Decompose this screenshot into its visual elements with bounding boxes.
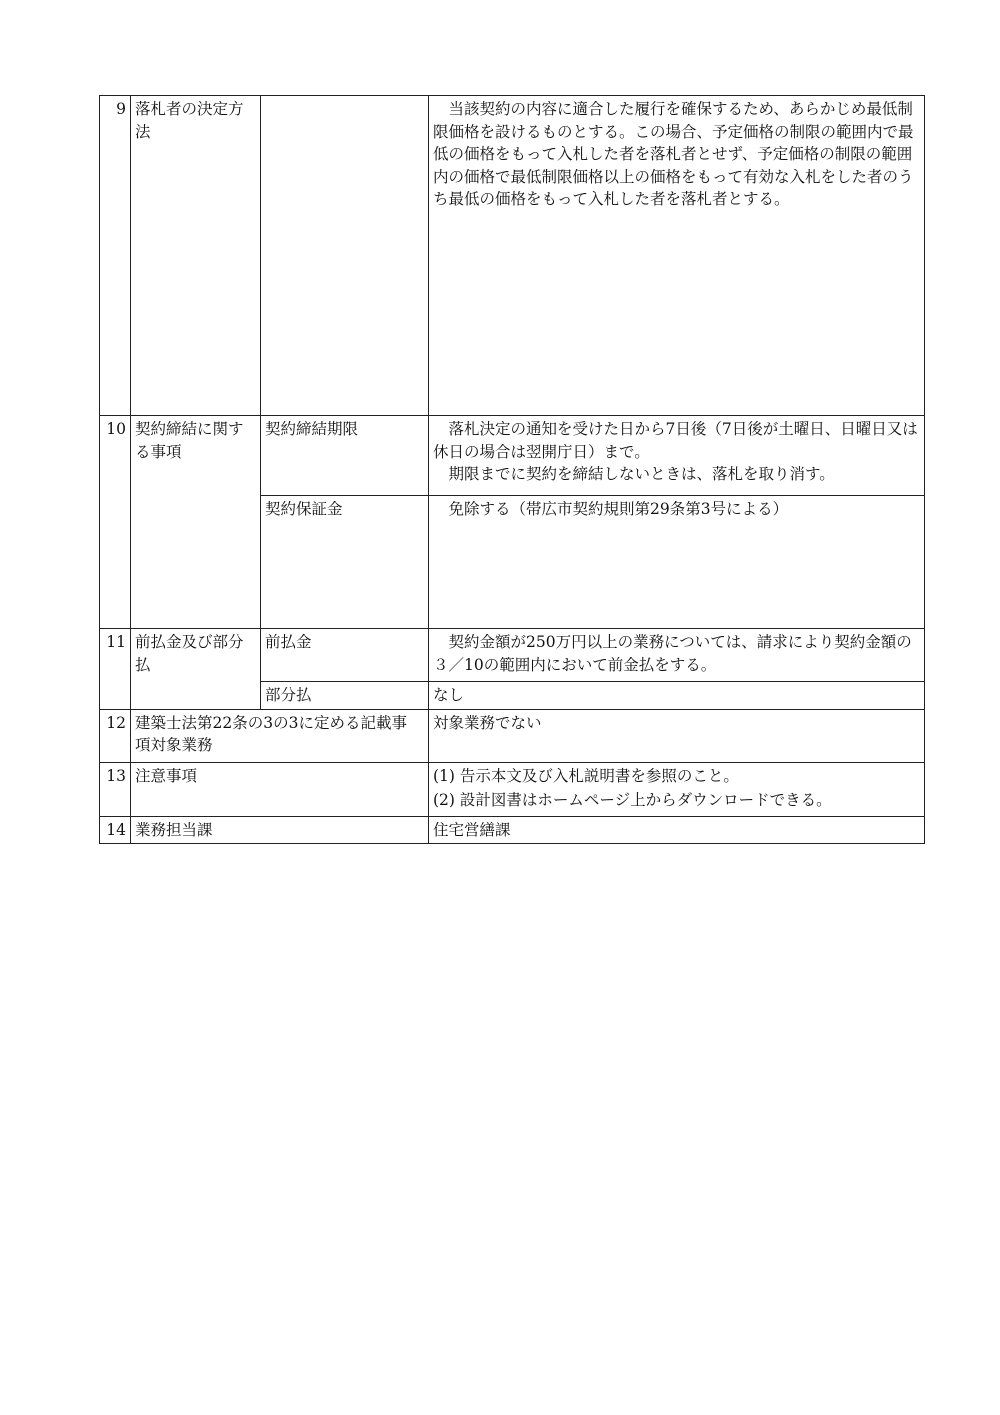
note-item: (1) 告示本文及び入札説明書を参照のこと。 [433, 766, 739, 785]
item-label: 建築士法第22条の3の3に定める記載事項対象業務 [131, 709, 429, 762]
notes-list [429, 762, 925, 816]
item-content: 住宅営繕課 [429, 816, 925, 844]
row-number: 12 [100, 709, 131, 762]
item-content: 対象業務でない [429, 709, 925, 762]
table-row [100, 762, 925, 816]
item-label: 契約締結に関する事項 [131, 416, 261, 629]
table-row [100, 816, 925, 844]
item-label: 前払金及び部分払 [131, 629, 261, 710]
sub-item-label [261, 96, 429, 416]
item-label: 落札者の決定方法 [131, 96, 261, 416]
table-row [100, 416, 925, 496]
sub-item-label: 前払金 [261, 629, 429, 682]
row-number: 13 [100, 762, 131, 816]
item-content: 免除する（帯広市契約規則第29条第3号による） [429, 496, 925, 629]
sub-item-label: 契約締結期限 [261, 416, 429, 496]
sub-item-label: 契約保証金 [261, 496, 429, 629]
item-content: なし [429, 682, 925, 710]
item-content: 当該契約の内容に適合した履行を確保するため、あらかじめ最低制限価格を設けるものとする。この場合、予定価格の制限の範囲内で最低の価格をもって入札した者を落札者とせず、予定価格の制限の範囲内の価格で最低制限価格以上の価格をもって有効な入札をした者のうち最低の価格をもって入札した者を落札者とする。 [429, 96, 925, 416]
table-row [100, 96, 925, 416]
table-row [100, 709, 925, 762]
row-number: 14 [100, 816, 131, 844]
item-content: 契約金額が250万円以上の業務については、請求により契約金額の３／10の範囲内において前金払をする。 [429, 629, 925, 682]
specification-table [99, 95, 925, 844]
row-number: 9 [100, 96, 131, 416]
content-line: 期限までに契約を締結しないときは、落札を取り消す。 [448, 465, 835, 483]
content-line: 落札決定の通知を受けた日から7日後（7日後が土曜日、日曜日又は休日の場合は翌開庁日）まで。 [433, 420, 918, 461]
note-item: (2) 設計図書はホームページ上からダウンロードできる。 [433, 791, 832, 809]
row-number: 11 [100, 629, 131, 710]
item-label: 注意事項 [131, 762, 429, 816]
item-content [429, 416, 925, 496]
row-number: 10 [100, 416, 131, 629]
sub-item-label: 部分払 [261, 682, 429, 710]
table-row [100, 629, 925, 682]
item-label: 業務担当課 [131, 816, 429, 844]
